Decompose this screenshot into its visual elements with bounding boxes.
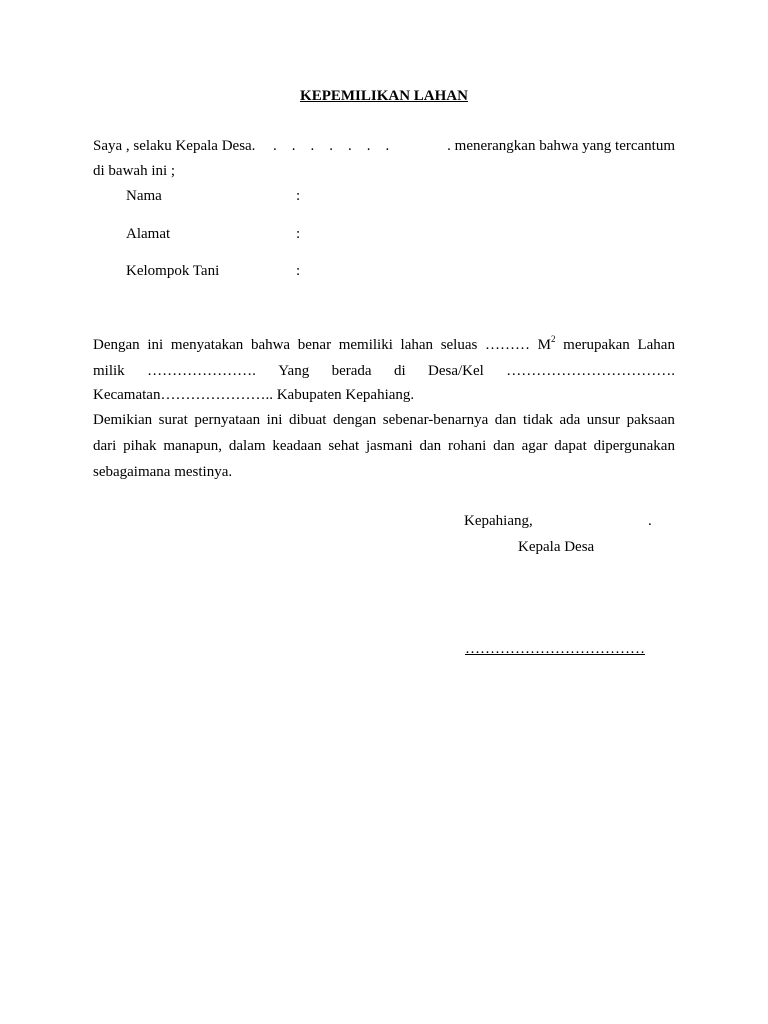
word: milik <box>93 363 125 379</box>
intro-part1: Saya , selaku Kepala Desa. <box>93 138 256 154</box>
field-label: Kelompok Tani <box>126 263 220 279</box>
field-alamat <box>126 226 526 246</box>
word: lahan <box>400 337 434 353</box>
signature-name-line: ……………………………… <box>465 641 645 657</box>
word: benar <box>297 337 332 353</box>
signature-date-end: . <box>648 513 652 529</box>
word: dan <box>493 438 515 454</box>
field-label: Alamat <box>126 226 171 242</box>
word: Dengan <box>93 337 140 353</box>
word: surat <box>158 412 188 428</box>
word: ada <box>559 412 581 428</box>
statement-line-3: Kecamatan………………….. Kabupaten Kepahiang. <box>93 387 415 403</box>
word: dan <box>494 412 517 428</box>
signer-title: Kepala Desa <box>518 539 595 555</box>
word: dalam <box>228 438 266 454</box>
field-colon: : <box>296 226 301 242</box>
word: dapat <box>554 438 587 454</box>
word: ……………………………. <box>506 363 675 379</box>
statement-line-1 <box>93 334 675 354</box>
word: memiliki <box>338 337 393 353</box>
word: keadaan <box>272 438 322 454</box>
word: agar <box>521 438 548 454</box>
word: tidak <box>522 412 553 428</box>
word: dipergunakan <box>593 438 675 454</box>
word: pernyataan <box>194 412 261 428</box>
document-title: KEPEMILIKAN LAHAN <box>300 88 468 104</box>
word: dibuat <box>288 412 327 428</box>
closing-line-2 <box>93 438 675 455</box>
word: Desa/Kel <box>428 363 484 379</box>
word: ini <box>147 337 164 353</box>
statement-line-2 <box>93 363 675 380</box>
word: dari <box>93 438 117 454</box>
field-colon: : <box>296 263 301 279</box>
field-colon: : <box>296 188 301 204</box>
closing-line-3: sebagaimana mestinya. <box>93 464 233 480</box>
place-date <box>464 513 654 533</box>
word: menyatakan <box>170 337 244 353</box>
field-nama <box>126 188 526 208</box>
word: ……… <box>485 337 531 353</box>
word: jasmani <box>365 438 413 454</box>
word: bahwa <box>250 337 291 353</box>
word: ini <box>266 412 283 428</box>
word: Yang <box>278 363 310 379</box>
word: sehat <box>328 438 360 454</box>
field-kelompok-tani <box>126 263 526 283</box>
word: di <box>393 363 406 379</box>
unit-m: M <box>537 337 552 353</box>
word: dan <box>419 438 442 454</box>
word: …………………. <box>147 363 256 379</box>
intro-line <box>93 138 675 158</box>
word: berada <box>331 363 372 379</box>
closing-line-1 <box>93 412 675 429</box>
word: Demikian <box>93 412 153 428</box>
word: paksaan <box>626 412 675 428</box>
signature-place: Kepahiang, <box>464 513 533 529</box>
area-unit <box>537 334 556 354</box>
intro-dots: . . . . . . . <box>273 138 390 154</box>
word: rohani <box>447 438 487 454</box>
word: manapun, <box>163 438 223 454</box>
word: sebenar-benarnya <box>382 412 489 428</box>
field-label: Nama <box>126 188 162 204</box>
word: unsur <box>586 412 621 428</box>
word: Lahan <box>637 337 675 353</box>
word: pihak <box>123 438 157 454</box>
intro-part2: . menerangkan bahwa yang tercantum <box>447 138 675 154</box>
intro-line2: di bawah ini ; <box>93 163 176 179</box>
word: dengan <box>332 412 377 428</box>
word: merupakan <box>563 337 630 353</box>
unit-superscript: 2 <box>551 334 556 344</box>
word: seluas <box>440 337 478 353</box>
